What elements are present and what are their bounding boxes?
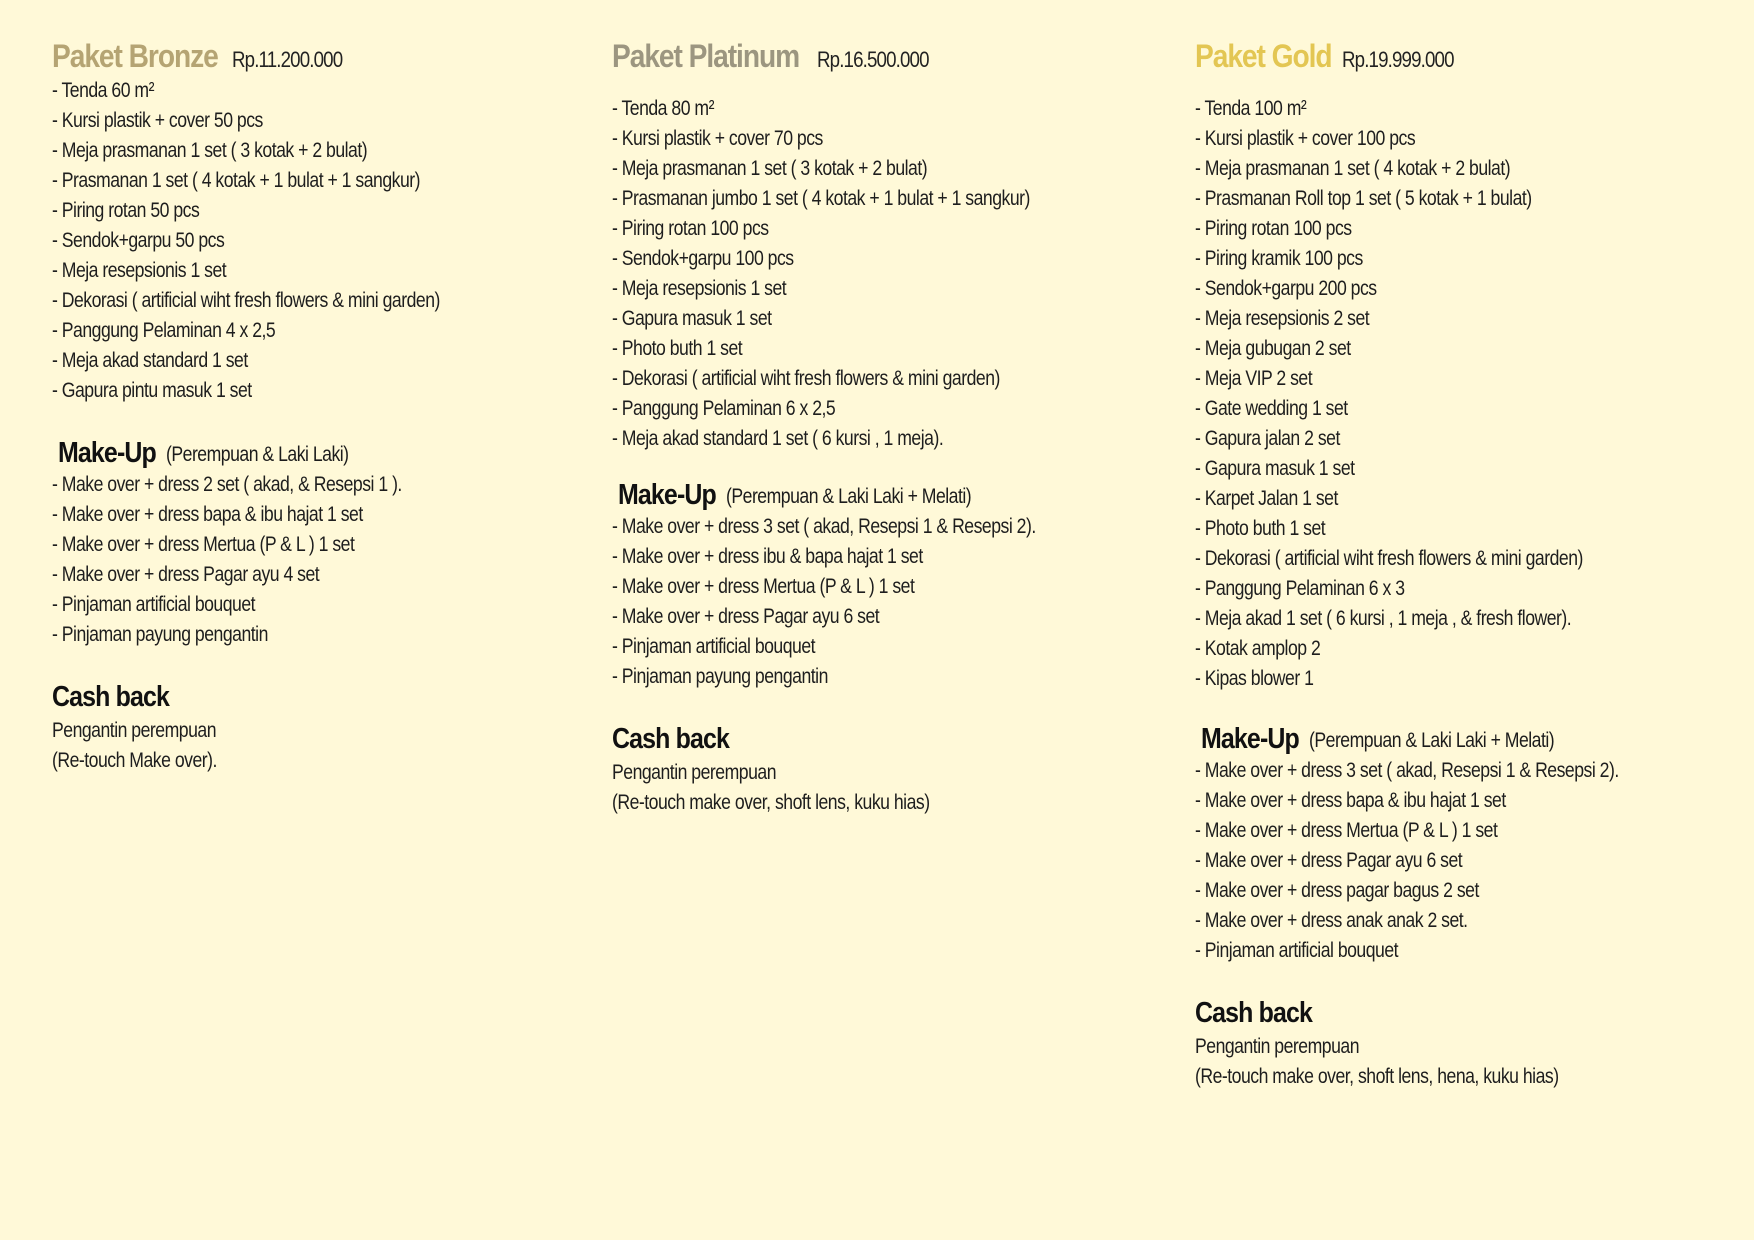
cashback-line: (Re-touch make over, shoft lens, hena, kuku hias)	[1195, 1065, 1559, 1088]
list-item: - Dekorasi ( artificial wiht fresh flowers & mini garden)	[612, 367, 1000, 390]
list-item: - Piring kramik 100 pcs	[1195, 247, 1363, 270]
list-item: - Pinjaman artificial bouquet	[1195, 939, 1399, 962]
list-item: - Pinjaman payung pengantin	[52, 623, 268, 646]
list-item: - Kursi plastik + cover 70 pcs	[612, 127, 823, 150]
package-platinum	[612, 34, 1116, 818]
list-item: - Meja gubugan 2 set	[1195, 337, 1351, 360]
list-item: - Kipas blower 1	[1195, 667, 1314, 690]
list-item: - Meja prasmanan 1 set ( 3 kotak + 2 bulat)	[52, 139, 368, 162]
package-header	[612, 34, 1116, 76]
makeup-list	[612, 512, 1116, 692]
list-item: - Meja akad standard 1 set ( 6 kursi , 1 meja).	[612, 427, 944, 450]
cashback-title: Cash back	[52, 681, 170, 713]
list-item: - Meja akad 1 set ( 6 kursi , 1 meja , & fresh flower).	[1195, 607, 1572, 630]
list-item: - Make over + dress Pagar ayu 4 set	[52, 563, 320, 586]
list-item: - Pinjaman artificial bouquet	[612, 635, 816, 658]
list-item: - Meja resepsionis 2 set	[1195, 307, 1370, 330]
list-item: - Meja akad standard 1 set	[52, 349, 248, 372]
list-item: - Prasmanan 1 set ( 4 kotak + 1 bulat + 1 sangkur)	[52, 169, 420, 192]
list-item: - Piring rotan 100 pcs	[1195, 217, 1352, 240]
spacer	[612, 78, 618, 94]
package-header	[52, 34, 514, 76]
makeup-list	[52, 470, 514, 650]
list-item: - Piring rotan 50 pcs	[52, 199, 200, 222]
facility-list	[1195, 94, 1699, 694]
list-item: - Make over + dress ibu & bapa hajat 1 set	[612, 545, 923, 568]
list-item: - Karpet Jalan 1 set	[1195, 487, 1338, 510]
package-title: Paket Bronze	[52, 38, 218, 74]
cashback-line: Pengantin perempuan	[612, 761, 777, 784]
list-item: - Panggung Pelaminan 6 x 3	[1195, 577, 1405, 600]
list-item: - Meja resepsionis 1 set	[52, 259, 227, 282]
list-item: - Pinjaman artificial bouquet	[52, 593, 256, 616]
list-item: - Make over + dress Pagar ayu 6 set	[1195, 849, 1463, 872]
list-item: - Make over + dress Mertua (P & L ) 1 set	[612, 575, 915, 598]
list-item: - Sendok+garpu 50 pcs	[52, 229, 225, 252]
makeup-header	[52, 434, 514, 470]
list-item: - Tenda 60 m²	[52, 79, 154, 102]
cashback-line: (Re-touch Make over).	[52, 749, 217, 772]
list-item: - Kursi plastik + cover 100 pcs	[1195, 127, 1416, 150]
facility-list	[52, 76, 514, 406]
list-item: - Photo buth 1 set	[612, 337, 743, 360]
package-title: Paket Gold	[1195, 38, 1332, 74]
makeup-title: Make-Up	[1201, 723, 1299, 755]
list-item: - Gapura jalan 2 set	[1195, 427, 1340, 450]
package-price: Rp.11.200.000	[232, 47, 343, 72]
makeup-subtitle: (Perempuan & Laki Laki + Melati)	[725, 485, 972, 508]
list-item: - Make over + dress Mertua (P & L ) 1 set	[52, 533, 355, 556]
list-item: - Tenda 100 m²	[1195, 97, 1307, 120]
list-item: - Make over + dress 3 set ( akad, Resepsi 1 & Resepsi 2).	[612, 515, 1036, 538]
cashback-line: Pengantin perempuan	[52, 719, 217, 742]
spacer	[1195, 78, 1201, 94]
makeup-subtitle: (Perempuan & Laki Laki)	[165, 443, 349, 466]
list-item: - Pinjaman payung pengantin	[612, 665, 828, 688]
list-item: - Make over + dress bapa & ibu hajat 1 set	[1195, 789, 1506, 812]
cashback-title: Cash back	[612, 723, 730, 755]
list-item: - Prasmanan jumbo 1 set ( 4 kotak + 1 bulat + 1 sangkur)	[612, 187, 1030, 210]
makeup-header	[612, 476, 1116, 512]
cashback-line: (Re-touch make over, shoft lens, kuku hias)	[612, 791, 930, 814]
list-item: - Kotak amplop 2	[1195, 637, 1321, 660]
list-item: - Sendok+garpu 100 pcs	[612, 247, 794, 270]
package-price: Rp.19.999.000	[1342, 47, 1454, 72]
list-item: - Prasmanan Roll top 1 set ( 5 kotak + 1 bulat)	[1195, 187, 1532, 210]
list-item: - Make over + dress 2 set ( akad, & Resepsi 1 ).	[52, 473, 402, 496]
list-item: - Dekorasi ( artificial wiht fresh flowers & mini garden)	[1195, 547, 1583, 570]
list-item: - Make over + dress pagar bagus 2 set	[1195, 879, 1479, 902]
list-item: - Gapura masuk 1 set	[1195, 457, 1355, 480]
package-title: Paket Platinum	[612, 38, 800, 74]
list-item: - Gapura pintu masuk 1 set	[52, 379, 252, 402]
makeup-header	[1195, 720, 1699, 756]
list-item: - Meja prasmanan 1 set ( 3 kotak + 2 bulat)	[612, 157, 928, 180]
makeup-subtitle: (Perempuan & Laki Laki + Melati)	[1308, 729, 1555, 752]
list-item: - Make over + dress bapa & ibu hajat 1 set	[52, 503, 363, 526]
list-item: - Meja prasmanan 1 set ( 4 kotak + 2 bulat)	[1195, 157, 1511, 180]
list-item: - Kursi plastik + cover 50 pcs	[52, 109, 263, 132]
makeup-list	[1195, 756, 1699, 966]
cashback-title: Cash back	[1195, 997, 1313, 1029]
list-item: - Meja resepsionis 1 set	[612, 277, 787, 300]
list-item: - Photo buth 1 set	[1195, 517, 1326, 540]
list-item: - Gate wedding 1 set	[1195, 397, 1348, 420]
package-gold	[1195, 34, 1699, 1092]
makeup-title: Make-Up	[618, 479, 716, 511]
list-item: - Panggung Pelaminan 6 x 2,5	[612, 397, 836, 420]
list-item: - Gapura masuk 1 set	[612, 307, 772, 330]
package-bronze	[52, 34, 514, 776]
list-item: - Make over + dress Pagar ayu 6 set	[612, 605, 880, 628]
facility-list	[612, 94, 1116, 454]
list-item: - Dekorasi ( artificial wiht fresh flowers & mini garden)	[52, 289, 440, 312]
list-item: - Make over + dress Mertua (P & L ) 1 set	[1195, 819, 1498, 842]
list-item: - Tenda 80 m²	[612, 97, 714, 120]
list-item: - Meja VIP 2 set	[1195, 367, 1313, 390]
list-item: - Sendok+garpu 200 pcs	[1195, 277, 1377, 300]
package-header	[1195, 34, 1699, 76]
list-item: - Make over + dress 3 set ( akad, Resepsi 1 & Resepsi 2).	[1195, 759, 1619, 782]
cashback-line: Pengantin perempuan	[1195, 1035, 1360, 1058]
list-item: - Panggung Pelaminan 4 x 2,5	[52, 319, 276, 342]
list-item: - Piring rotan 100 pcs	[612, 217, 769, 240]
makeup-title: Make-Up	[58, 437, 156, 469]
package-price: Rp.16.500.000	[816, 47, 929, 72]
list-item: - Make over + dress anak anak 2 set.	[1195, 909, 1468, 932]
